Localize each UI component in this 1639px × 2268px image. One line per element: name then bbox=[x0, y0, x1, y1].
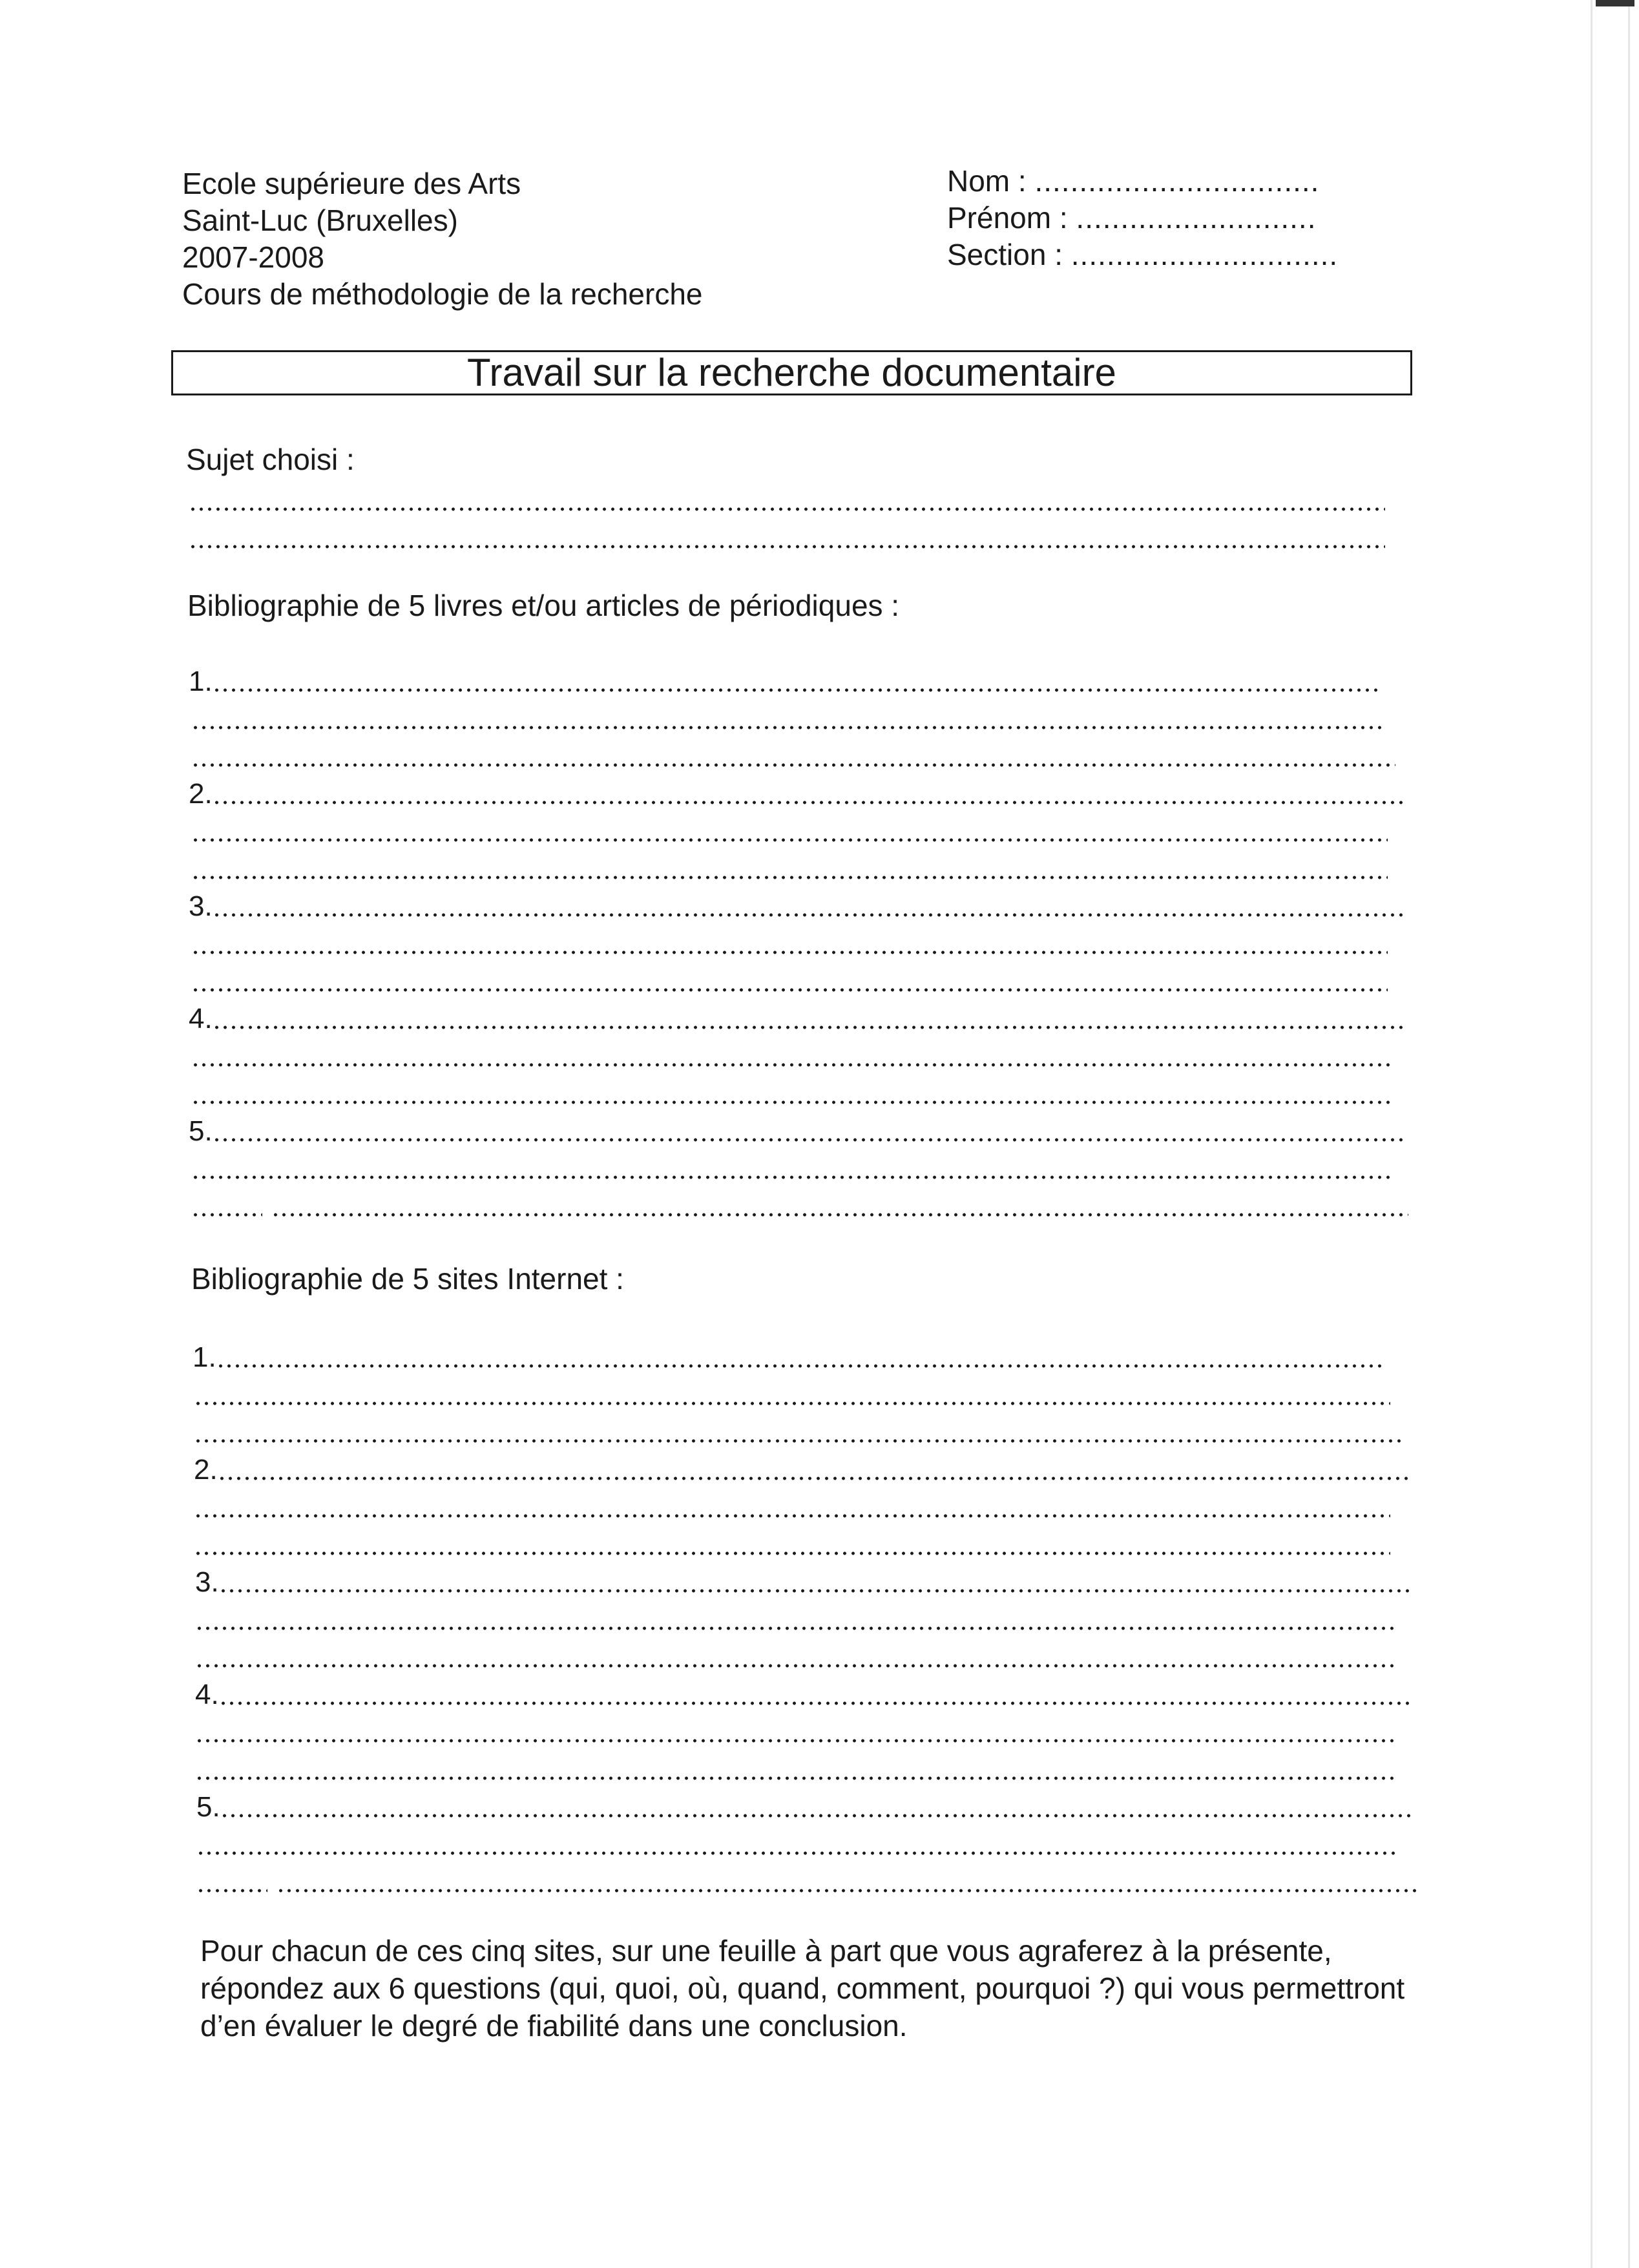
book-entry-5[interactable] bbox=[189, 1115, 1406, 1148]
subject-label: Sujet choisi : bbox=[186, 443, 355, 476]
title-box bbox=[171, 350, 1412, 395]
book-blank-line[interactable] bbox=[191, 1153, 1390, 1185]
book-number: 2. bbox=[189, 778, 213, 810]
book-blank-line[interactable] bbox=[191, 928, 1388, 960]
sites-label: Bibliographie de 5 sites Internet : bbox=[191, 1262, 624, 1296]
student-fields bbox=[947, 163, 1338, 273]
book-number: 5. bbox=[189, 1115, 213, 1147]
site-number: 3. bbox=[195, 1566, 219, 1598]
school-header bbox=[182, 165, 703, 313]
book-blank-line[interactable] bbox=[191, 1078, 1390, 1110]
site-blank-line[interactable] bbox=[196, 1866, 1416, 1898]
books-label: Bibliographie de 5 livres et/ou articles de périodiques : bbox=[187, 589, 900, 622]
nom-label: Nom : bbox=[947, 164, 1027, 198]
site-entry-4[interactable] bbox=[195, 1679, 1412, 1711]
book-blank-line[interactable] bbox=[191, 965, 1388, 998]
book-number: 3. bbox=[189, 890, 213, 922]
book-blank-line[interactable] bbox=[191, 703, 1386, 735]
book-blank-line[interactable] bbox=[191, 815, 1388, 848]
site-entry-3[interactable] bbox=[195, 1566, 1412, 1599]
site-blank-line[interactable] bbox=[196, 1829, 1395, 1861]
book-blank-line[interactable] bbox=[191, 1040, 1390, 1073]
course-name: Cours de méthodologie de la recherche bbox=[182, 277, 703, 311]
book-entry-1[interactable] bbox=[189, 666, 1381, 698]
school-location: Saint-Luc (Bruxelles) bbox=[182, 204, 458, 237]
site-number: 4. bbox=[195, 1679, 219, 1710]
site-blank-line[interactable] bbox=[194, 1529, 1390, 1561]
subject-blank-line[interactable] bbox=[189, 522, 1385, 554]
site-blank-line[interactable] bbox=[194, 1416, 1401, 1449]
section-label: Section : bbox=[947, 238, 1063, 271]
school-name: Ecole supérieure des Arts bbox=[182, 167, 521, 200]
site-entry-5[interactable] bbox=[196, 1791, 1414, 1823]
instructions-paragraph: Pour chacun de ces cinq sites, sur une feuille à part que vous agraferez à la présente, répondez aux 6 questions (qui, quoi, où, quand, comment, pourquoi ?) qui vous permettront d’en évaluer le degré de fiabilité dans une conclusion. bbox=[200, 1934, 1405, 2042]
site-blank-line[interactable] bbox=[194, 1379, 1390, 1411]
scan-edge-line bbox=[1628, 0, 1630, 2268]
nom-dots: ................................ bbox=[1034, 164, 1320, 198]
site-blank-line[interactable] bbox=[195, 1754, 1394, 1786]
page-title: Travail sur la recherche documentaire bbox=[467, 351, 1116, 394]
site-blank-line[interactable] bbox=[194, 1491, 1390, 1524]
book-number: 4. bbox=[189, 1003, 213, 1034]
subject-blank-line[interactable] bbox=[189, 485, 1385, 517]
scan-edge-line bbox=[1591, 0, 1592, 2268]
book-entry-4[interactable] bbox=[189, 1003, 1403, 1035]
book-blank-line[interactable] bbox=[191, 740, 1395, 773]
book-entry-3[interactable] bbox=[189, 890, 1403, 923]
site-number: 1. bbox=[193, 1341, 216, 1373]
site-blank-line[interactable] bbox=[195, 1604, 1394, 1636]
nom-field[interactable] bbox=[947, 163, 1338, 200]
section-field[interactable] bbox=[947, 236, 1338, 273]
section-dots: .............................. bbox=[1070, 238, 1339, 271]
prenom-label: Prénom : bbox=[947, 201, 1068, 235]
book-entry-2[interactable] bbox=[189, 778, 1403, 810]
prenom-field[interactable] bbox=[947, 200, 1338, 236]
book-number: 1. bbox=[189, 666, 213, 697]
book-blank-line[interactable] bbox=[191, 853, 1388, 885]
site-number: 2. bbox=[194, 1454, 218, 1486]
site-blank-line[interactable] bbox=[195, 1716, 1394, 1748]
site-entry-2[interactable] bbox=[194, 1454, 1410, 1486]
site-blank-line[interactable] bbox=[195, 1641, 1394, 1674]
academic-year: 2007-2008 bbox=[182, 240, 324, 274]
prenom-dots: ........................... bbox=[1076, 201, 1317, 235]
book-blank-line[interactable] bbox=[191, 1190, 1408, 1223]
site-number: 5. bbox=[196, 1791, 220, 1823]
scan-edge-mark bbox=[1596, 0, 1634, 6]
site-entry-1[interactable] bbox=[193, 1341, 1385, 1374]
